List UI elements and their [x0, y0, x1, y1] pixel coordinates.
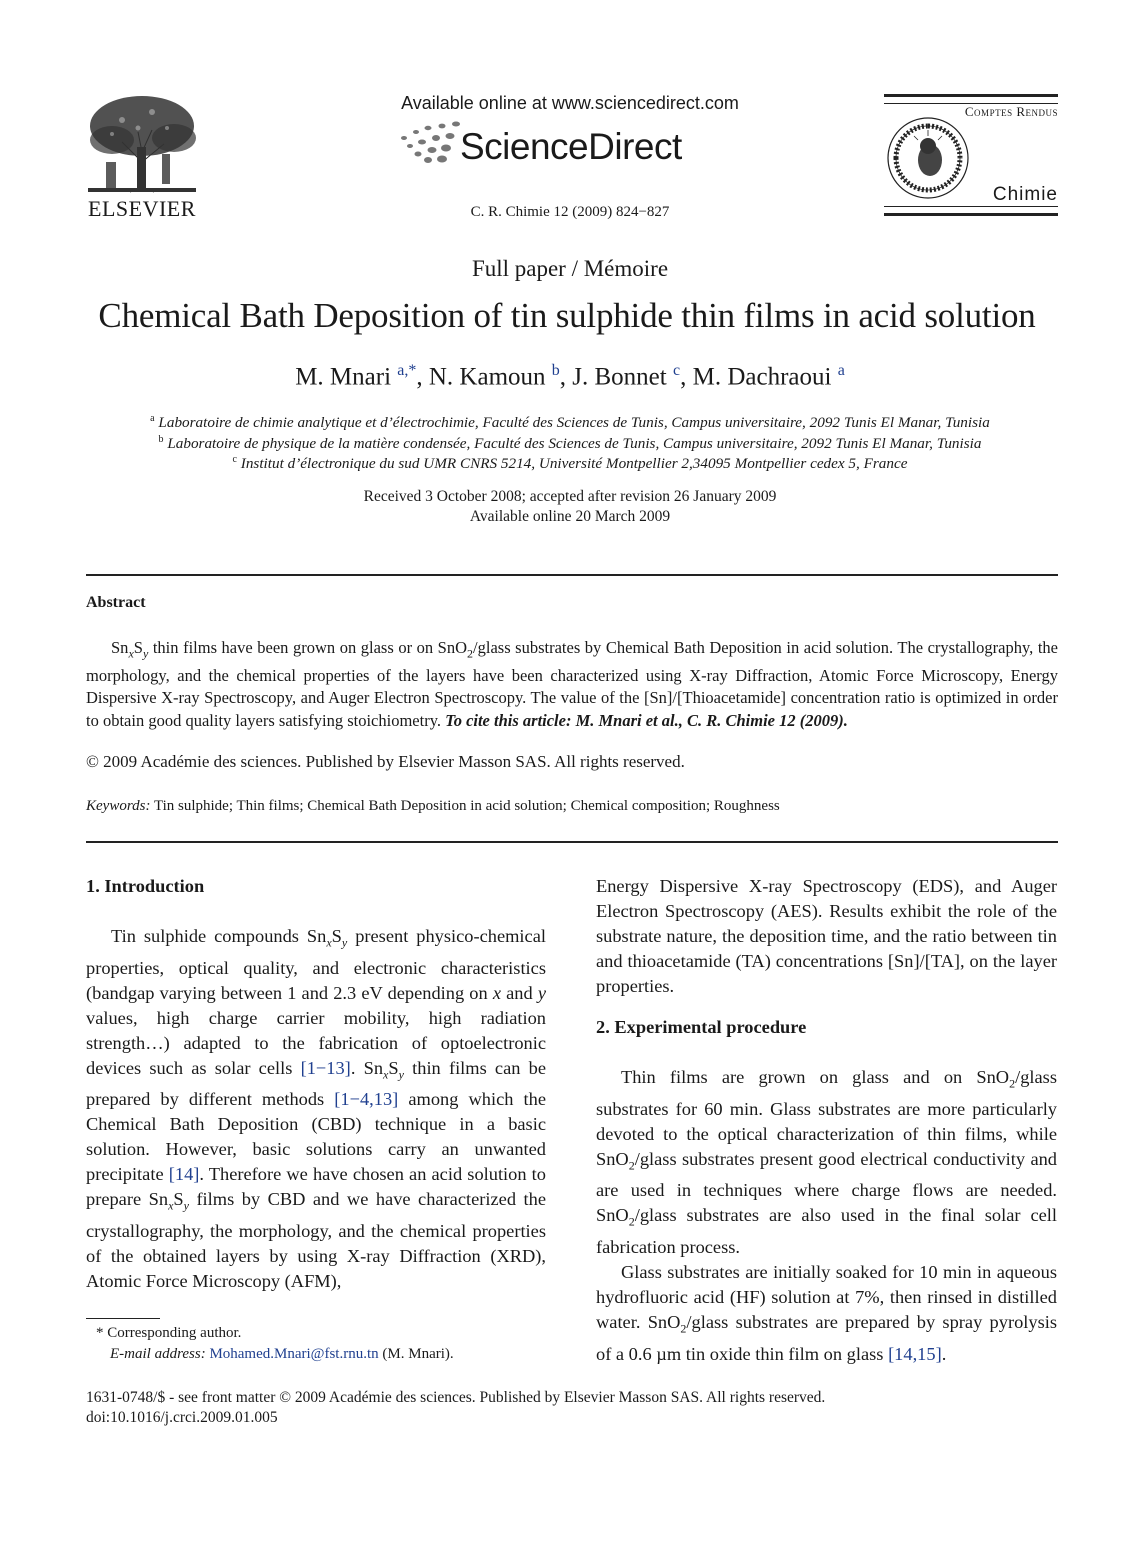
- affiliation-text: Institut d’électronique du sud UMR CNRS 5214, Université Montpellier 2,34095 Montpellier cedex 5, France: [240, 455, 908, 473]
- author-list: M. Mnari $^{a,*}$, N. Kamoun $^b$, J. Bonnet $^c$, M. Dachraoui $^a$: [295, 362, 845, 391]
- affiliation-c: [60, 454, 1080, 473]
- article-title: Chemical Bath Deposition of tin sulphide thin films in acid solution: [98, 296, 1036, 335]
- available-online-link[interactable]: Available online at www.sciencedirect.com: [401, 93, 739, 113]
- footnote-email: E-mail address: Mohamed.Mnari@fst.rnu.tn (M. Mnari).: [110, 1346, 454, 1362]
- reference-link[interactable]: [1−13]: [300, 1057, 351, 1078]
- affiliation-mark: b: [158, 434, 164, 445]
- author-name: M. Dachraoui: [692, 363, 832, 391]
- elsevier-logo: [82, 92, 202, 222]
- intro-continued: Energy Dispersive X-ray Spectroscopy (EDS), and Auger Electron Spectroscopy (AES). Results exhibit the role of the substrate nature, the deposition time, and the ratio between tin and thioacetamide (TA) concentrations [Sn]/[TA], on the layer properties.: [596, 876, 1057, 996]
- sciencedirect-wordmark: ScienceDirect: [460, 126, 682, 167]
- paper-type: Full paper / Mémoire: [471, 256, 669, 281]
- received-date: Received 3 October 2008; accepted after revision 26 January 2009: [363, 488, 777, 505]
- journal-logo-top: Comptes Rendus: [964, 104, 1058, 119]
- footnote-divider: [86, 1318, 160, 1319]
- email-link[interactable]: Mohamed.Mnari@fst.rnu.tn: [209, 1346, 379, 1362]
- author-name: N. Kamoun: [428, 363, 546, 391]
- elsevier-tree-icon: [82, 92, 202, 194]
- section-heading: 1. Introduction: [86, 876, 205, 896]
- affiliation-b: [60, 434, 1080, 453]
- doi[interactable]: doi:10.1016/j.crci.2009.01.005: [86, 1409, 278, 1426]
- author-affiliation-link[interactable]: c: [672, 362, 681, 379]
- publisher-name: ELSEVIER: [88, 196, 196, 221]
- affiliation-text: Laboratoire de physique de la matière condensée, Faculté des Sciences de Tunis, Campus universitaire, 2092 Tunis El Manar, Tunisia: [167, 435, 982, 453]
- author-name: J. Bonnet: [572, 363, 667, 391]
- reference-link[interactable]: [14,15]: [888, 1343, 942, 1364]
- divider: [86, 841, 1058, 843]
- divider: [86, 574, 1058, 576]
- abstract-heading: Abstract: [86, 594, 146, 611]
- comptes-rendus-logo: [884, 94, 1058, 220]
- right-column: [596, 874, 1057, 1367]
- footnote-corresponding: * Corresponding author.: [96, 1325, 242, 1341]
- author-affiliation-link[interactable]: a,*: [397, 362, 417, 379]
- affiliation-mark: a: [150, 413, 155, 424]
- author-affiliation-link[interactable]: b: [551, 362, 560, 379]
- reference-link[interactable]: [1−4,13]: [334, 1089, 399, 1110]
- keywords: [86, 798, 1058, 815]
- experimental-paragraph: Glass substrates are initially soaked for 10 min in aqueous hydrofluoric acid (HF) solution at 7%, then rinsed in distilled water. SnO$_2$/glass substrates are prepared by spray pyrolysis of a 0.6 µm tin oxide thin film on glass [14,15].: [596, 1262, 1057, 1364]
- section-heading: 2. Experimental procedure: [596, 1017, 807, 1037]
- keywords-label: Keywords:: [86, 798, 151, 814]
- reference-link[interactable]: [14]: [168, 1164, 200, 1185]
- experimental-paragraph: Thin films are grown on glass and on SnO$_2$/glass substrates for 60 min. Glass substrates are more particularly devoted to the optical characterization of thin films, while SnO$_2$/glass substrates present good electrical conductivity and are used in techniques where charge flows are needed. SnO$_2$/glass substrates are also used in the final solar cell fabrication process.: [596, 1067, 1057, 1258]
- academie-seal-icon: [884, 108, 974, 204]
- author-name: M. Mnari: [295, 363, 392, 391]
- journal-logo-bottom: Chimie: [992, 184, 1058, 205]
- journal-citation: C. R. Chimie 12 (2009) 824−827: [470, 204, 670, 220]
- abstract-text: $Sn_xS_y$ thin films have been grown on glass or on SnO$_2$/glass substrates by Chemical Bath Deposition in acid solution. The crystallography, the morphology, and the chemical properties of the layers have been characterized using X-ray Diffraction, Atomic Force Microscopy, Energy Dispersive X-ray Spectroscopy, and Auger Electron Spectroscopy. The value of the [Sn]/[Thioacetamide] concentration ratio is optimized in order to obtain good quality layers satisfying stoichiometry. To cite this article: M. Mnari et al., C. R. Chimie 12 (2009).: [86, 638, 1058, 731]
- cite-this-article: To cite this article: M. Mnari et al., C. R. Chimie 12 (2009).: [445, 711, 848, 731]
- intro-section: [86, 874, 546, 1294]
- sciencedirect-logo[interactable]: [396, 118, 696, 174]
- available-date: Available online 20 March 2009: [469, 508, 671, 525]
- author-affiliation-link[interactable]: a: [837, 362, 845, 379]
- logo-rule-top: [884, 94, 1058, 104]
- affiliation-mark: c: [232, 454, 237, 465]
- logo-rule-bottom: [884, 206, 1058, 216]
- intro-paragraph: Tin sulphide compounds $Sn_xS_y$ present physico-chemical properties, optical quality, and electronic characteristics (bandgap varying between 1 and 2.3 eV depending on x and y values, high charge carrier mobility, high radiation strength…) adapted to the fabrication of optoelectronic devices such as solar cells [1−13]. $Sn_xS_y$ thin films can be prepared by different methods [1−4,13] among which the Chemical Bath Deposition (CBD) technique in a basic solution. However, basic solutions carry an unwanted precipitate [14]. Therefore we have chosen an acid solution to prepare $Sn_xS_y$ films by CBD and we have characterized the crystallography, the morphology, and the chemical properties of the obtained layers by using X-ray Diffraction (XRD), Atomic Force Microscopy (AFM),: [86, 926, 547, 1292]
- affiliation-a: [60, 413, 1080, 432]
- keywords-text: Tin sulphide; Thin films; Chemical Bath Deposition in acid solution; Chemical composition; Roughness: [153, 798, 780, 814]
- sciencedirect-dots-icon: [396, 118, 466, 168]
- affiliation-text: Laboratoire de chimie analytique et d’électrochimie, Faculté des Sciences de Tunis, Campus universitaire, 2092 Tunis El Manar, Tunisia: [158, 414, 990, 432]
- abstract-copyright: © 2009 Académie des sciences. Published by Elsevier Masson SAS. All rights reserved.: [86, 752, 685, 771]
- front-matter: 1631-0748/$ - see front matter © 2009 Académie des sciences. Published by Elsevier Masson SAS. All rights reserved.: [86, 1389, 826, 1406]
